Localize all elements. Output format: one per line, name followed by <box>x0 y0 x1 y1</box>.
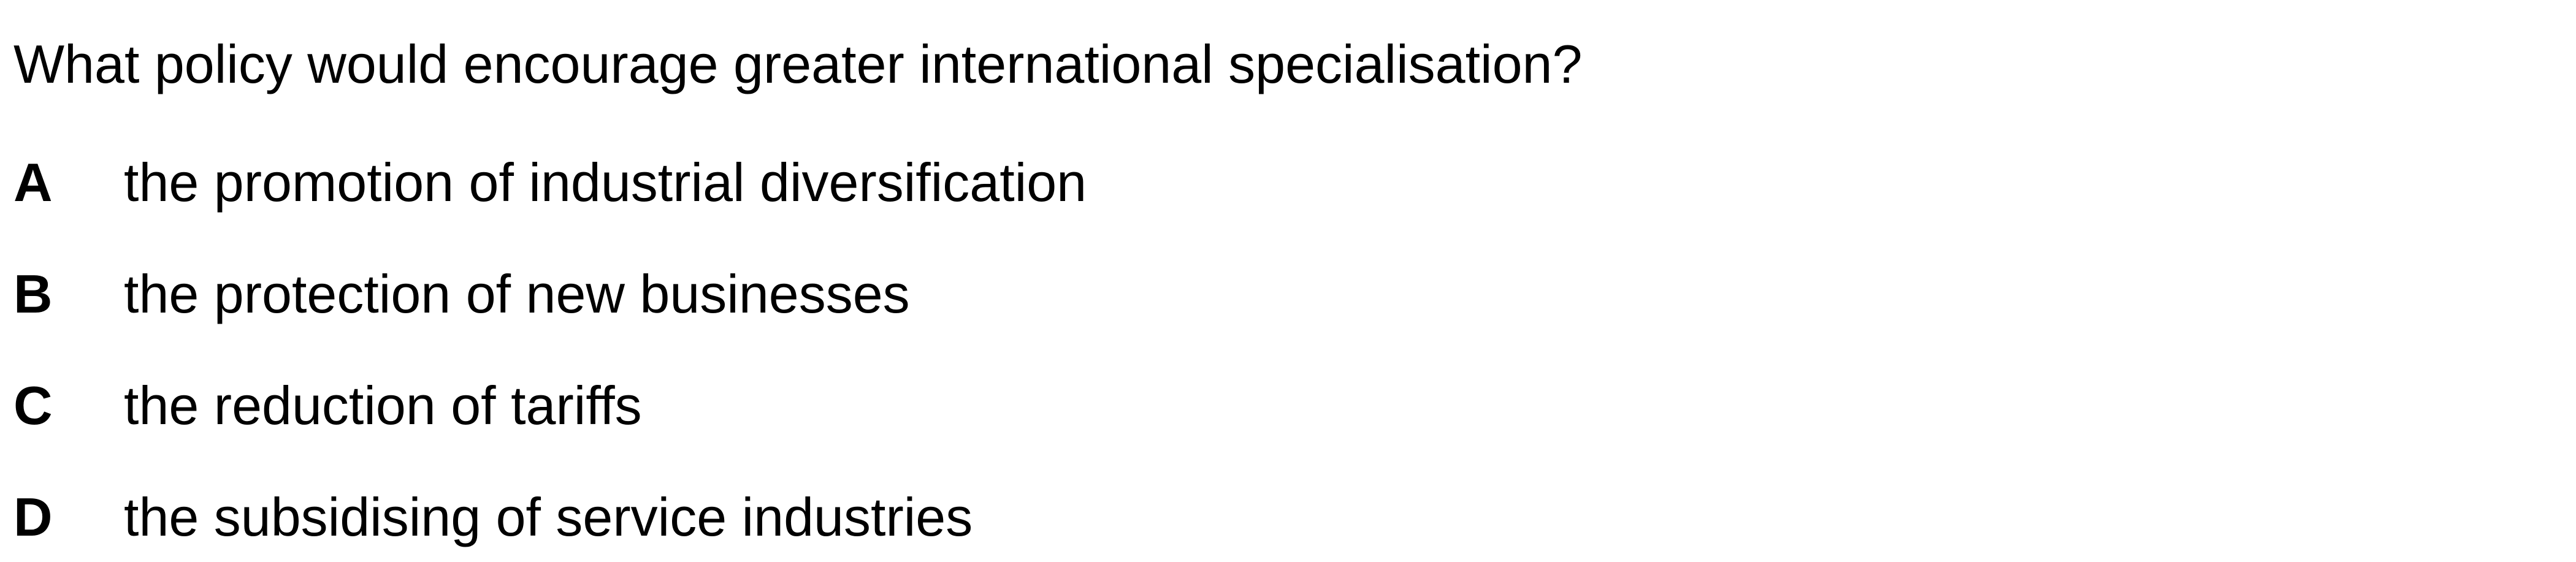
option-letter: D <box>13 487 53 547</box>
option-text: the protection of new businesses <box>124 264 910 324</box>
option-text: the reduction of tariffs <box>124 375 642 436</box>
question-text: What policy would encourage greater international specialisation? <box>13 34 1583 94</box>
option-letter: A <box>13 152 53 213</box>
option-letter: B <box>13 264 53 324</box>
option-text: the subsidising of service industries <box>124 487 973 547</box>
option-letter: C <box>13 375 53 436</box>
option-text: the promotion of industrial diversification <box>124 152 1087 213</box>
